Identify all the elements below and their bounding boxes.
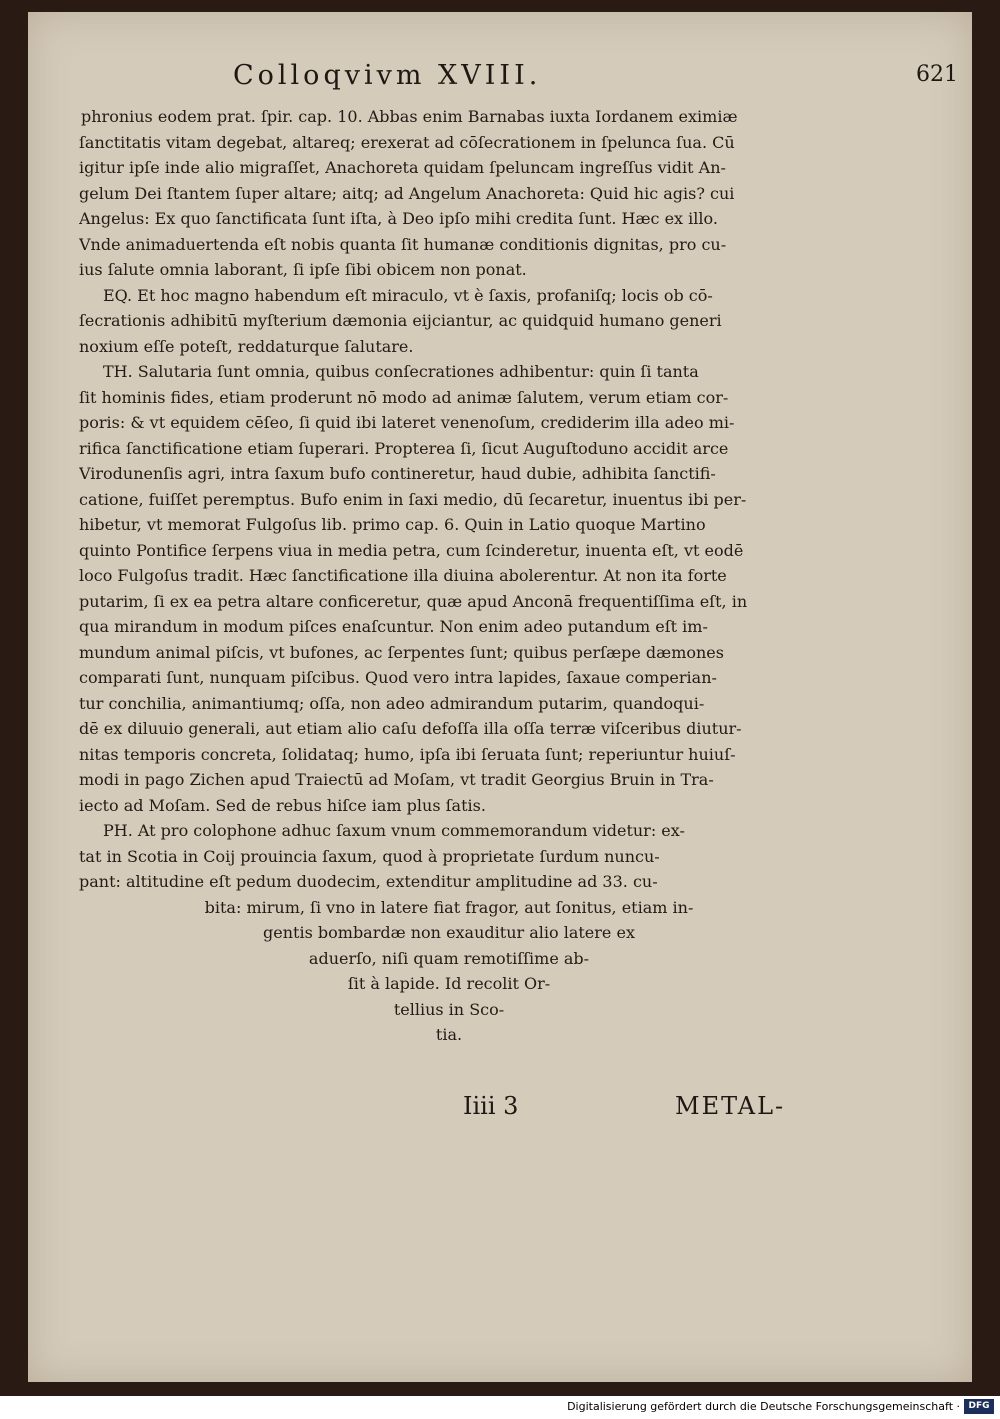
text-line: rifica ſanctificatione etiam ſuperari. Propterea ſi, ſicut Auguſtoduno accidit arce — [79, 438, 729, 458]
text-line: modi in pago Zichen apud Traiectū ad Moſam, vt tradit Georgius Bruin in Tra- — [79, 770, 714, 789]
text-body — [79, 104, 819, 1048]
text-line: ius ſalute omnia laborant, ſi ipſe ſibi obicem non ponat. — [79, 260, 527, 279]
text-line: poris: & vt equidem cēſeo, ſi quid ibi lateret venenoſum, crediderim illa adeo mi- — [79, 413, 735, 432]
text-line: phronius eodem prat. ſpir. cap. 10. Abbas enim Barnabas iuxta Iordanem eximiæ — [81, 107, 738, 126]
digitization-credit-bar — [0, 1396, 1000, 1419]
text-line: bita: mirum, ſi vno in latere fiat fragor, aut ſonitus, etiam in- — [204, 897, 694, 917]
text-line: Vnde animaduertenda eſt nobis quanta ſit humanæ conditionis dignitas, pro cu- — [79, 234, 727, 254]
text-line: EQ. Et hoc magno habendum eſt miraculo, vt è ſaxis, profaniſq; locis ob cō- — [103, 285, 713, 305]
text-line: mundum animal piſcis, vt bufones, ac ſerpentes ſunt; quibus perſæpe dæmones — [79, 642, 724, 662]
text-line: hibetur, vt memorat Fulgoſus lib. primo cap. 6. Quin in Latio quoque Martino — [79, 515, 706, 534]
text-line: tia. — [435, 1025, 463, 1044]
dfg-logo: DFG — [964, 1399, 994, 1414]
text-line: ſit hominis fides, etiam proderunt nō modo ad animæ ſalutem, verum etiam cor- — [79, 387, 729, 407]
text-line: nitas temporis concreta, ſolidataq; humo, ipſa ibi ſeruata ſunt; reperiuntur huiuſ- — [79, 744, 736, 764]
catchword: METAL- — [675, 1092, 786, 1120]
text-line: igitur ipſe inde alio migraſſet, Anachoreta quidam ſpeluncam ingreſſus vidit An- — [79, 158, 726, 177]
text-line: gentis bombardæ non exauditur alio latere ex — [263, 923, 635, 942]
signature-mark: Iiii 3 — [463, 1092, 519, 1120]
text-line: catione, fuiſſet peremptus. Bufo enim in ſaxi medio, dū ſecaretur, inuentus ibi per- — [79, 489, 747, 509]
page-header — [28, 60, 972, 100]
text-line: TH. Salutaria ſunt omnia, quibus conſecrationes adhibentur: quin ſi tanta — [103, 362, 699, 381]
text-line: gelum Dei ſtantem ſuper altare; aitq; ad Angelum Anachoreta: Quid hic agis? cui — [79, 183, 735, 203]
text-line: quinto Pontifice ſerpens viua in media petra, cum ſcinderetur, inuenta eſt, vt eodē — [79, 540, 744, 560]
running-title: Colloqvivm XVIII. — [233, 60, 542, 91]
text-line: dē ex diluuio generali, aut etiam alio caſu defoſſa illa oſſa terræ viſceribus diutur- — [79, 719, 742, 738]
text-line: qua mirandum in modum piſces enaſcuntur. Non enim adeo putandum eſt im- — [79, 617, 708, 636]
text-line: noxium eſſe poteſt, reddaturque ſalutare. — [79, 336, 414, 356]
text-line: comparati ſunt, nunquam piſcibus. Quod vero intra lapides, ſaxaue comperian- — [79, 668, 717, 687]
text-line: ſanctitatis vitam degebat, altareq; erexerat ad cōſecrationem in ſpelunca ſua. Cū — [79, 132, 735, 152]
text-line: PH. At pro colophone adhuc ſaxum vnum commemorandum videtur: ex- — [103, 821, 685, 840]
text-line: tellius in Sco- — [393, 999, 505, 1019]
text-line: loco Fulgoſus tradit. Hæc ſanctificatione illa diuina abolerentur. At non ita forte — [79, 566, 727, 585]
book-page — [28, 12, 972, 1382]
text-line: tat in Scotia in Coij prouincia ſaxum, quod à proprietate ſurdum nuncu- — [79, 846, 660, 866]
text-line: putarim, ſi ex ea petra altare conficeretur, quæ apud Anconā frequentiſſima eſt, in — [79, 591, 748, 611]
text-line: aduerſo, niſi quam remotiſſime ab- — [308, 948, 590, 968]
digitization-credit: Digitalisierung gefördert durch die Deutsche Forschungsgemeinschaft · — [567, 1400, 960, 1413]
text-line: tur conchilia, animantiumq; oſſa, non adeo admirandum putarim, quandoqui- — [79, 693, 705, 713]
text-line: pant: altitudine eſt pedum duodecim, extenditur amplitudine ad 33. cu- — [79, 872, 658, 891]
text-line: ſecrationis adhibitū myſterium dæmonia eijciantur, ac quidquid humano generi — [79, 311, 722, 330]
text-line: iecto ad Moſam. Sed de rebus hiſce iam plus ſatis. — [79, 795, 486, 815]
text-line: Virodunenſis agri, intra ſaxum bufo contineretur, haud dubie, adhibita ſanctifi- — [79, 464, 716, 483]
text-line: ſit à lapide. Id recolit Or- — [347, 974, 551, 993]
text-line: Angelus: Ex quo ſanctificata ſunt iſta, à Deo ipſo mihi credita ſunt. Hæc ex illo. — [79, 209, 718, 228]
page-footer — [28, 1092, 972, 1132]
page-number: 621 — [916, 62, 958, 87]
